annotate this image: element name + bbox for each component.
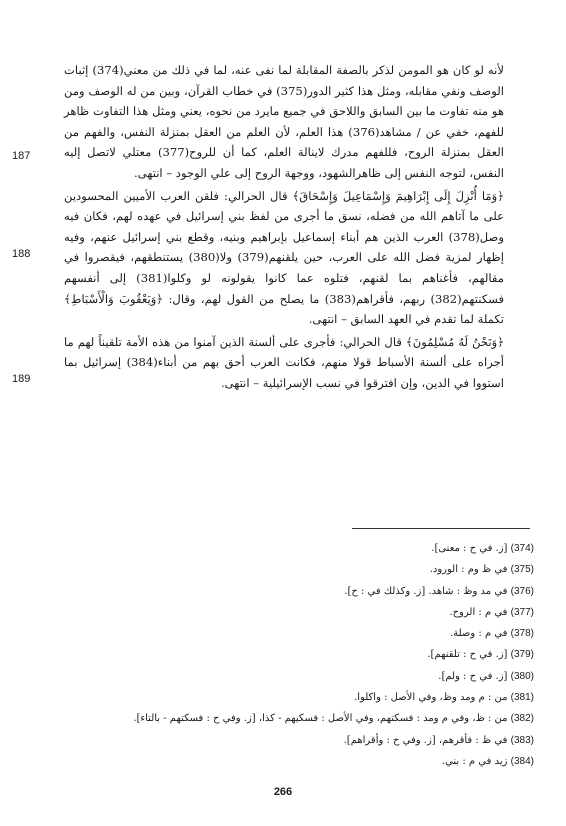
footnote-379 [64,644,534,665]
footnote-text: في ظ وم : الورود. [429,564,508,576]
footnote-380 [64,666,534,687]
footnote-number: (384) [510,755,534,767]
footnote-text: زيد في م : بني. [441,755,508,767]
footnote-text: في ظ : فأقرهم، [ز. وفي ح : وأقراهم]. [343,734,508,746]
footnote-text: في م : الروح. [449,606,508,618]
footnotes [64,538,534,772]
footnote-383 [64,730,534,751]
footnote-text: في م : وصلة. [450,628,508,640]
footnote-375 [64,559,534,580]
footnote-text: من : ظ، وفي م ومد : فسكتهم، وفي الأصل : فسكيهم - كذا، [ز. وفي ح : فسكتهم - بالتاء]. [133,713,508,725]
paragraph-3: ﴿وَنَحْنُ لَهُ مُسْلِمُونَ﴾ قال الحرالي: فأجرى على ألسنة الذين آمنوا من هذه الأمة تلقيناً لهم ما أجراه على ألسنة الأسباط قولا منهم، فكانت العرب أحق بهم من أبناء(384) إسرائيل بما استووا في الدين، وإن افترقوا في نسب الإسرائيلية – انتهى. [64,334,504,390]
footnote-378 [64,623,534,644]
footnote-377 [64,602,534,623]
margin-number-188: 188 [12,248,31,260]
footnote-number: (383) [510,734,534,746]
footnote-384 [64,751,534,772]
footnote-number: (379) [510,649,534,661]
footnote-number: (375) [510,564,534,576]
footnote-number: (378) [510,628,534,640]
footnote-text: [ز. في ح : تلقنهم]. [427,649,508,661]
footnote-number: (376) [510,585,534,597]
margin-number-187: 187 [12,150,31,162]
margin-number-189: 189 [12,373,31,385]
footnote-number: (380) [510,670,534,682]
footnote-382 [64,708,534,729]
footnote-text: من : م ومد وظ، وفي الأصل : واكلوا. [354,692,508,704]
footnote-text: [ز. في ح : معنى]. [431,543,508,554]
footnote-separator [352,528,530,529]
footnote-374 [64,538,534,559]
footnote-text: [ز. في ح : ولم]. [438,670,508,682]
footnote-number: (377) [510,606,534,618]
main-text [64,60,504,394]
footnote-number: (382) [510,713,534,725]
paragraph-1: لأنه لو كان هو المومن لذكر بالصفة المقابلة لما نفى عنه، لما في ذلك من معني(374) إثبات الوصف ونفي مقابله، ومثل هذا كثير الدور(375) في خطاب القرآن، وبين من له الوصف ومن هو منه تفاوت ما بين السابق واللاحق في جميع مايرد من نحوه، يعني ومثل هذا التفاوت ظاهر للفهم، خفي عن / مشاهد(376) هذا العلم، لأن العلم من العقل بمنزلة النفس، والفهم من العقل بمنزلة الروح، فللفهم مدرك لاينالة العلم، كما أن للروح(377) معتلي لاتصل إليه النفس، لتوجه النفس إلى ظاهرالشهود، ووجهة الروح إلى علي الوجود – انتهى. [64,63,504,180]
footnote-number: (381) [510,692,534,704]
page-number: 266 [273,786,293,798]
footnote-number: (374) [510,543,534,554]
paragraph-2: ﴿وَمَا أُنْزِلَ إِلَى إِبْرَاهِيمَ وَإِسْمَاعِيلَ وَإِسْحَاقَ﴾ قال الحرالي: فلقن العرب الأميين المحسودين على ما آتاهم الله من فضله، نسق ما أجرى من لفظ بني إسرائيل في عهده لهم، فكان فيه وصل(378) العرب الذين هم أبناء إسماعيل بإبراهيم وبنيه، وقطع بني إسرائيل عنهم، وفيه إظهار لمزية فضل الله على العرب، حين يلقنهم(379) ولا(380) يستنطقهم، فيقصروا في مقالهم، فأغناهم بما لقنهم، فتلوه عما كانوا يقولونه لو وكلوا(381) إلى أنفسهم فسكنتهم(382) ربهم، فأقراهم(383) ما يصلح من القول لهم، وقال: ﴿وَيَعْقُوبَ وَالْأَسْبَاطِ﴾ تكملة لما تقدم في العهد السابق – انتهى. [64,188,505,327]
footnote-381 [64,687,534,708]
footnote-text: في مد وظ : شاهد. [ز. وكذلك في : ح]. [344,585,508,597]
footnote-376 [64,581,534,602]
